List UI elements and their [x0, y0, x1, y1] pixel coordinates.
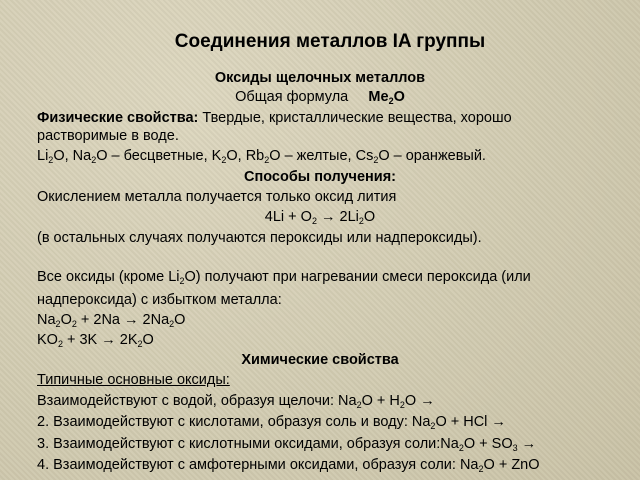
formula-label: Общая формула: [235, 89, 349, 105]
physical-properties-line2: растворимые в воде.: [37, 128, 179, 144]
property-4: 4. Взаимодействуют с амфотерными оксидами, образуя соли: $Na_2O$ + ZnO: [37, 457, 540, 474]
physical-properties-label: Физические свойства:: [37, 110, 199, 126]
formula-value: $Me_2O$: [368, 89, 405, 106]
others-text: (в остальных случаях получаются пероксиды или надпероксиды).: [37, 230, 482, 246]
typical-oxides-text: Типичные основные оксиды:: [37, 372, 230, 388]
chemical-properties-heading: Химические свойства: [241, 352, 399, 368]
property-2: 2. Взаимодействуют с кислотами, образуя соль и воду: $Na_2O$ + HCl →: [37, 414, 506, 431]
equation-potassium: $KO_2 + 3K \to 2K_2O$: [37, 332, 154, 349]
equation-sodium: $Na_2O_2 + 2Na \to 2Na_2O$: [37, 312, 186, 329]
oxidation-text: Окислением металла получается только оксид лития: [37, 189, 397, 205]
superoxide-text: надпероксида) с избытком металла:: [37, 292, 282, 308]
oxide-colors: $Li_2O$, $Na_2O$ – бесцветные, $K_2O$, $Rb_2O$ – желтые, $Cs_2O$ – оранжевый.: [37, 148, 486, 165]
physical-properties-line1: Физические свойства: Твердые, кристаллические вещества, хорошо: [37, 110, 512, 126]
equation-lithium: $4Li + O_2 \to 2Li_2O$: [264, 209, 376, 226]
property-3: 3. Взаимодействуют с кислотными оксидами, образуя $соли:Na_2O + SO_3$ →: [37, 436, 537, 453]
general-formula: [0, 89, 640, 106]
property-1: Взаимодействуют с водой, образуя щелочи: $Na_2O + H_2O$ →: [37, 393, 435, 410]
slide-title: Соединения металлов IA группы: [174, 31, 486, 52]
oxides-heading: Оксиды щелочных металлов: [214, 70, 426, 86]
all-oxides-text: Все оксиды (кроме $Li_2O$) получают при нагревании смеси пероксида (или: [37, 269, 531, 286]
methods-heading: Способы получения:: [244, 169, 396, 185]
